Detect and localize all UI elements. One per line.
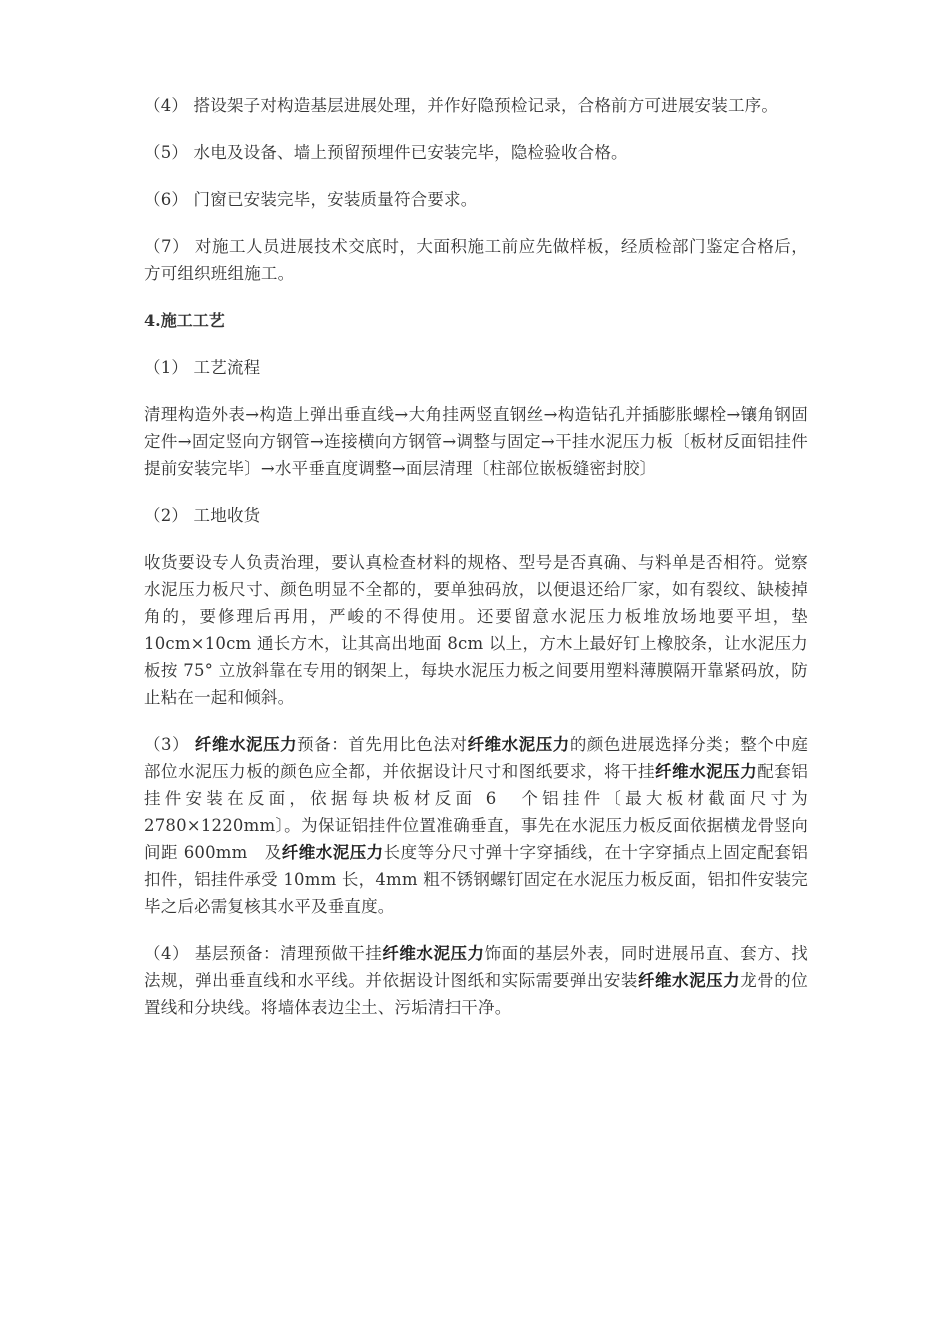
keyword-fiber-cement: 纤维水泥压力 (467, 735, 570, 754)
paragraph-item-4: （4） 搭设架子对构造基层进展处理，并作好隐预检记录，合格前方可进展安装工序。 (144, 96, 779, 115)
paragraph-item-5: （5） 水电及设备、墙上预留预埋件已安装完毕，隐检验收合格。 (144, 143, 628, 162)
step1-title: （1） 工艺流程 (144, 358, 261, 377)
step3-text-1: （3） (144, 735, 195, 754)
step2-title: （2） 工地收货 (144, 506, 261, 525)
section-heading: 4.施工工艺 (144, 311, 225, 330)
step1-body: 清理构造外表→构造上弹出垂直线→大角挂两竖直钢丝→构造钻孔并插膨胀螺栓→镶角钢固定件→固定竖向方钢管→连接横向方钢管→调整与固定→干挂水泥压力板〔板材反面铝挂件提前安装完毕〕→水平垂直度调整→面层清理〔柱部位嵌板缝密封胶〕 (144, 405, 808, 478)
keyword-fiber-cement: 纤维水泥压力 (382, 944, 485, 963)
paragraph-item-6: （6） 门窗已安装完毕，安装质量符合要求。 (144, 190, 478, 209)
step4-text-1: （4） 基层预备：清理预做干挂 (144, 944, 383, 963)
step4-text-2: 饰面的基层外表，同时进展吊直、套方、找法规，弹出垂直线和水平线。并依据设计图纸和实际需要弹出安装 (144, 944, 809, 990)
keyword-fiber-cement: 纤维水泥压力 (194, 735, 298, 754)
step3-text-4: 配套铝挂件安装在反面，依据每块板材反面 6 个铝挂件〔最大板材截面尺寸为 2780×1220mm〕。为保证铝挂件位置准确垂直，事先在水泥压力板反面依据横龙骨竖向间距 600mm 及 (144, 762, 809, 862)
step3-text-5: 长度等分尺寸弹十字穿插线，在十字穿插点上固定配套铝扣件，铝挂件承受 10mm 长，4mm 粗不锈钢螺钉固定在水泥压力板反面，铝扣件安装完毕之后必需复核其水平及垂直度。 (144, 843, 809, 916)
keyword-fiber-cement: 纤维水泥压力 (655, 762, 758, 781)
step4-body (144, 940, 808, 1021)
step3-body (144, 731, 808, 920)
paragraph-item-7: （7） 对施工人员进展技术交底时，大面积施工前应先做样板，经质检部门鉴定合格后，方可组织班组施工。 (144, 237, 808, 283)
keyword-fiber-cement: 纤维水泥压力 (281, 843, 384, 862)
step2-body: 收货要设专人负责治理，要认真检查材料的规格、型号是否真确、与料单是否相符。觉察水泥压力板尺寸、颜色明显不全都的，要单独码放，以便退还给厂家，如有裂纹、缺棱掉角的，要修理后再用，严峻的不得使用。还要留意水泥压力板堆放场地要平坦，垫 10cm×10cm 通长方木，让其高出地面 8cm 以上，方木上最好钉上橡胶条，让水泥压力板按 75° 立放斜靠在专用的钢架上，每块水泥压力板之间要用塑料薄膜隔开靠紧码放，防止粘在一起和倾斜。 (144, 553, 808, 707)
document-page (144, 92, 808, 1041)
step3-text-2: 预备：首先用比色法对 (297, 735, 468, 754)
keyword-fiber-cement: 纤维水泥压力 (637, 971, 741, 990)
step4-text-3: 龙骨的位置线和分块线。将墙体表边尘土、污垢清扫干净。 (144, 971, 808, 1017)
step3-text-3: 的颜色进展选择分类；整个中庭部位水泥压力板的颜色应全都，并依据设计尺寸和图纸要求，将干挂 (144, 735, 809, 781)
